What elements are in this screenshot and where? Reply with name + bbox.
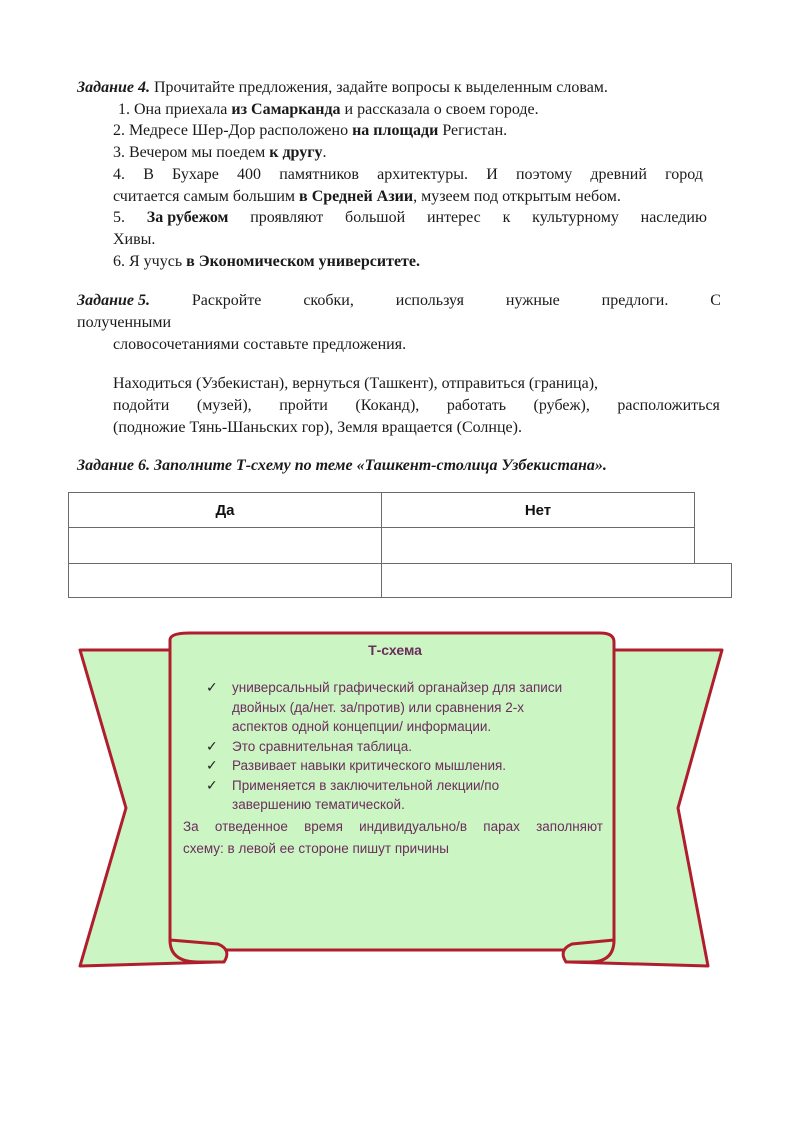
text: .	[322, 144, 327, 161]
word: памятников	[279, 166, 359, 183]
word: архитектуры.	[377, 166, 469, 183]
ribbon-left-curl	[170, 940, 227, 962]
word: время	[304, 819, 343, 834]
checkmark-icon: ✓	[206, 679, 218, 695]
word: отведенное	[214, 819, 288, 834]
word: За	[183, 819, 199, 834]
word: интерес	[426, 209, 481, 226]
banner-note-line-2: схему: в левой ее стороне пишут причины	[183, 841, 449, 856]
word: подойти	[113, 397, 170, 414]
highlight: в Экономическом университете.	[186, 253, 420, 270]
list-item-text: аспектов одной концепции/ информации.	[232, 719, 492, 734]
word: нужные	[505, 292, 560, 309]
text: 3. Вечером мы поедем	[113, 144, 270, 161]
highlight: на площади	[352, 122, 439, 139]
word: проявляют	[250, 209, 324, 226]
checkmark-icon: ✓	[206, 737, 218, 754]
word: предлоги.	[601, 292, 669, 309]
text: 2. Медресе Шер-Дор расположено	[113, 122, 353, 139]
list-item-text: Это сравнительная таблица.	[232, 738, 413, 754]
word: (рубеж),	[533, 397, 590, 414]
list-item-text: универсальный графический органайзер для записи	[232, 680, 563, 695]
word: древний	[590, 166, 647, 183]
word: расположиться	[617, 397, 720, 414]
task4-title: Задание 4.	[77, 79, 150, 96]
highlight: из Самарканда	[231, 101, 341, 118]
banner-note-line-1	[183, 816, 603, 838]
text: и рассказала о своем городе.	[340, 101, 539, 118]
word: Раскройте	[191, 292, 262, 309]
list-item-text: Применяется в заключительной лекции/по	[232, 777, 500, 793]
list-item	[206, 737, 606, 757]
task5-line-2: полученными	[77, 314, 172, 331]
word: город	[665, 166, 703, 183]
task6-title: Задание 6. Заполните Т-схему по теме «Ташкент-столица Узбекистана».	[77, 457, 607, 474]
list-item-text: двойных (да/нет. за/против) или сравнения 2-х	[232, 699, 524, 715]
list-item	[206, 678, 606, 737]
checkmark-icon: ✓	[206, 757, 218, 773]
t-table-header-yes: Да	[68, 492, 382, 528]
text: Регистан.	[438, 122, 508, 139]
word: большой	[345, 209, 406, 226]
word: пройти	[279, 397, 328, 414]
task5-title: Задание 5.	[77, 292, 150, 309]
word: к	[502, 209, 511, 226]
word: используя	[395, 292, 465, 309]
highlight: в Средней Азии	[299, 188, 414, 205]
list-item-text: Развивает навыки критического мышления.	[232, 758, 507, 773]
word: работать	[446, 397, 507, 414]
word: 400	[237, 166, 262, 183]
list-item	[206, 776, 606, 815]
banner-list	[206, 678, 606, 815]
word: культурному	[532, 209, 619, 226]
highlight: За рубежом	[146, 209, 229, 226]
word: скобки,	[303, 292, 354, 309]
banner-note	[183, 816, 603, 860]
task5-line-3: словосочетаниями составьте предложения.	[113, 336, 407, 353]
ribbon-right-curl	[563, 940, 614, 962]
list-item	[206, 756, 606, 776]
word: В	[143, 166, 154, 183]
word: 5.	[113, 209, 125, 226]
list-item-text: завершению тематической.	[232, 797, 405, 812]
task4-intro: Прочитайте предложения, задайте вопросы к выделенным словам.	[153, 79, 608, 96]
text: , музеем под открытым небом.	[413, 188, 621, 205]
t-table-header-no: Нет	[381, 492, 695, 528]
task4-sentence-5-cont: Хивы.	[113, 231, 156, 248]
word: И	[486, 166, 498, 183]
text: 6. Я учусь	[113, 253, 187, 270]
checkmark-icon: ✓	[206, 776, 218, 793]
text: считается самым большим	[113, 188, 300, 205]
word: поэтому	[515, 166, 573, 183]
word: парах	[483, 819, 520, 834]
word: С	[710, 292, 721, 309]
word: 4.	[113, 166, 125, 183]
word: (Коканд),	[355, 397, 420, 414]
banner-title: Т-схема	[368, 642, 422, 658]
word: индивидуально/в	[359, 819, 468, 834]
word: Бухаре	[172, 166, 219, 183]
task5-example-3: (подножие Тянь-Шаньских гор), Земля вращается (Солнце).	[113, 419, 522, 436]
word: наследию	[640, 209, 707, 226]
task5-example-1: Находиться (Узбекистан), вернуться (Ташкент), отправиться (граница),	[113, 375, 599, 392]
word: заполняют	[536, 819, 603, 834]
word: (музей),	[196, 397, 252, 414]
text: 1. Она приехала	[118, 101, 232, 118]
highlight: к другу	[269, 144, 323, 161]
